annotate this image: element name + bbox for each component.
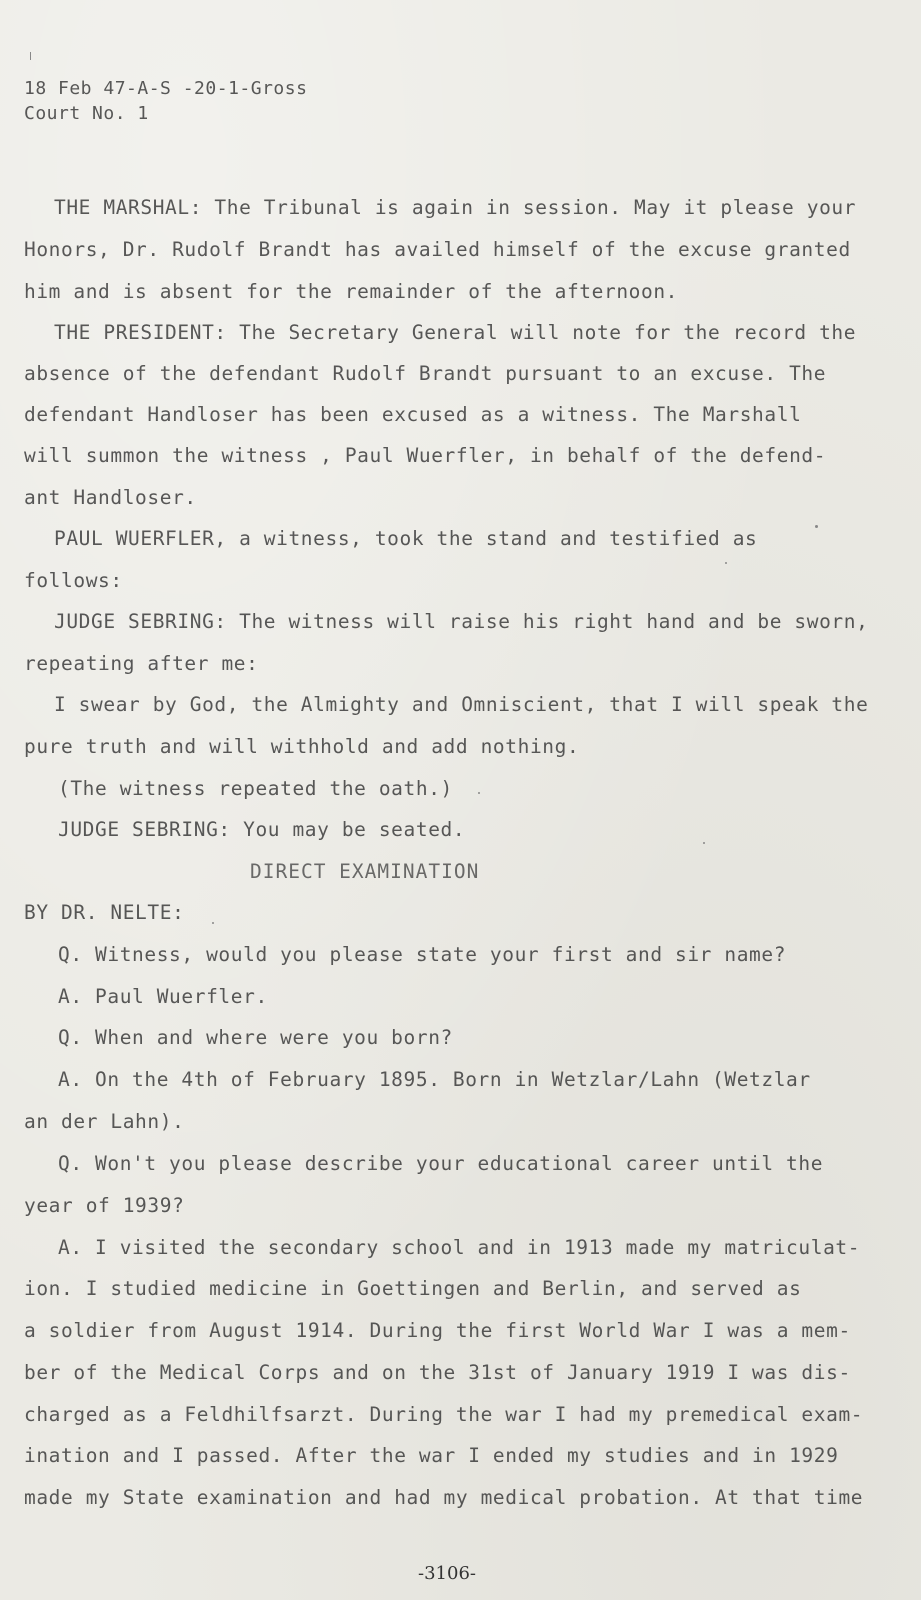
text-line: ion. I studied medicine in Goettingen and Berlin, and served as bbox=[24, 1277, 802, 1300]
text-line: A. Paul Wuerfler. bbox=[58, 985, 268, 1008]
text-line: repeating after me: bbox=[24, 652, 259, 675]
text-line: JUDGE SEBRING: The witness will raise his right hand and be sworn, bbox=[54, 610, 869, 633]
header-court-number: Court No. 1 bbox=[24, 103, 149, 124]
text-line: JUDGE SEBRING: You may be seated. bbox=[58, 818, 466, 841]
paper-speck bbox=[478, 792, 480, 794]
text-line: Q. When and where were you born? bbox=[58, 1026, 453, 1049]
text-line: Q. Witness, would you please state your first and sir name? bbox=[58, 943, 787, 966]
text-line: I swear by God, the Almighty and Omniscient, that I will speak the bbox=[54, 693, 869, 716]
text-line: THE MARSHAL: The Tribunal is again in session. May it please your bbox=[54, 196, 857, 219]
paper-speck bbox=[815, 525, 818, 528]
text-line: THE PRESIDENT: The Secretary General will note for the record the bbox=[54, 321, 857, 344]
header-date-code: 18 Feb 47-A-S -20-1-Gross bbox=[24, 78, 308, 99]
text-line: him and is absent for the remainder of the afternoon. bbox=[24, 280, 679, 303]
page-number: -3106- bbox=[418, 1563, 476, 1584]
section-heading: DIRECT EXAMINATION bbox=[250, 860, 480, 883]
paper-speck bbox=[703, 842, 705, 844]
text-line: Honors, Dr. Rudolf Brandt has availed himself of the excuse granted bbox=[24, 238, 851, 261]
text-line: ant Handloser. bbox=[24, 486, 197, 509]
text-line: pure truth and will withhold and add nothing. bbox=[24, 735, 580, 758]
text-line: PAUL WUERFLER, a witness, took the stand and testified as bbox=[54, 527, 758, 550]
text-line: ber of the Medical Corps and on the 31st of January 1919 I was dis- bbox=[24, 1361, 851, 1384]
text-line: A. I visited the secondary school and in 1913 made my matriculat- bbox=[58, 1236, 861, 1259]
text-line: (The witness repeated the oath.) bbox=[58, 777, 453, 800]
text-line: made my State examination and had my medical probation. At that time bbox=[24, 1486, 864, 1509]
text-line: charged as a Feldhilfsarzt. During the war I had my premedical exam- bbox=[24, 1403, 864, 1426]
paper-speck bbox=[212, 922, 214, 924]
text-line: Q. Won't you please describe your educational career until the bbox=[58, 1152, 824, 1175]
text-line: a soldier from August 1914. During the first World War I was a mem- bbox=[24, 1319, 851, 1342]
text-line: year of 1939? bbox=[24, 1194, 185, 1217]
paper-speck bbox=[30, 52, 31, 60]
text-line: defendant Handloser has been excused as a witness. The Marshall bbox=[24, 403, 802, 426]
text-line: will summon the witness , Paul Wuerfler, in behalf of the defend- bbox=[24, 444, 827, 467]
text-line: follows: bbox=[24, 569, 123, 592]
text-line: absence of the defendant Rudolf Brandt pursuant to an excuse. The bbox=[24, 362, 827, 385]
paper-speck bbox=[725, 562, 727, 564]
text-line: BY DR. NELTE: bbox=[24, 901, 185, 924]
text-line: an der Lahn). bbox=[24, 1110, 185, 1133]
text-line: ination and I passed. After the war I ended my studies and in 1929 bbox=[24, 1444, 839, 1467]
text-line: A. On the 4th of February 1895. Born in Wetzlar/Lahn (Wetzlar bbox=[58, 1068, 811, 1091]
